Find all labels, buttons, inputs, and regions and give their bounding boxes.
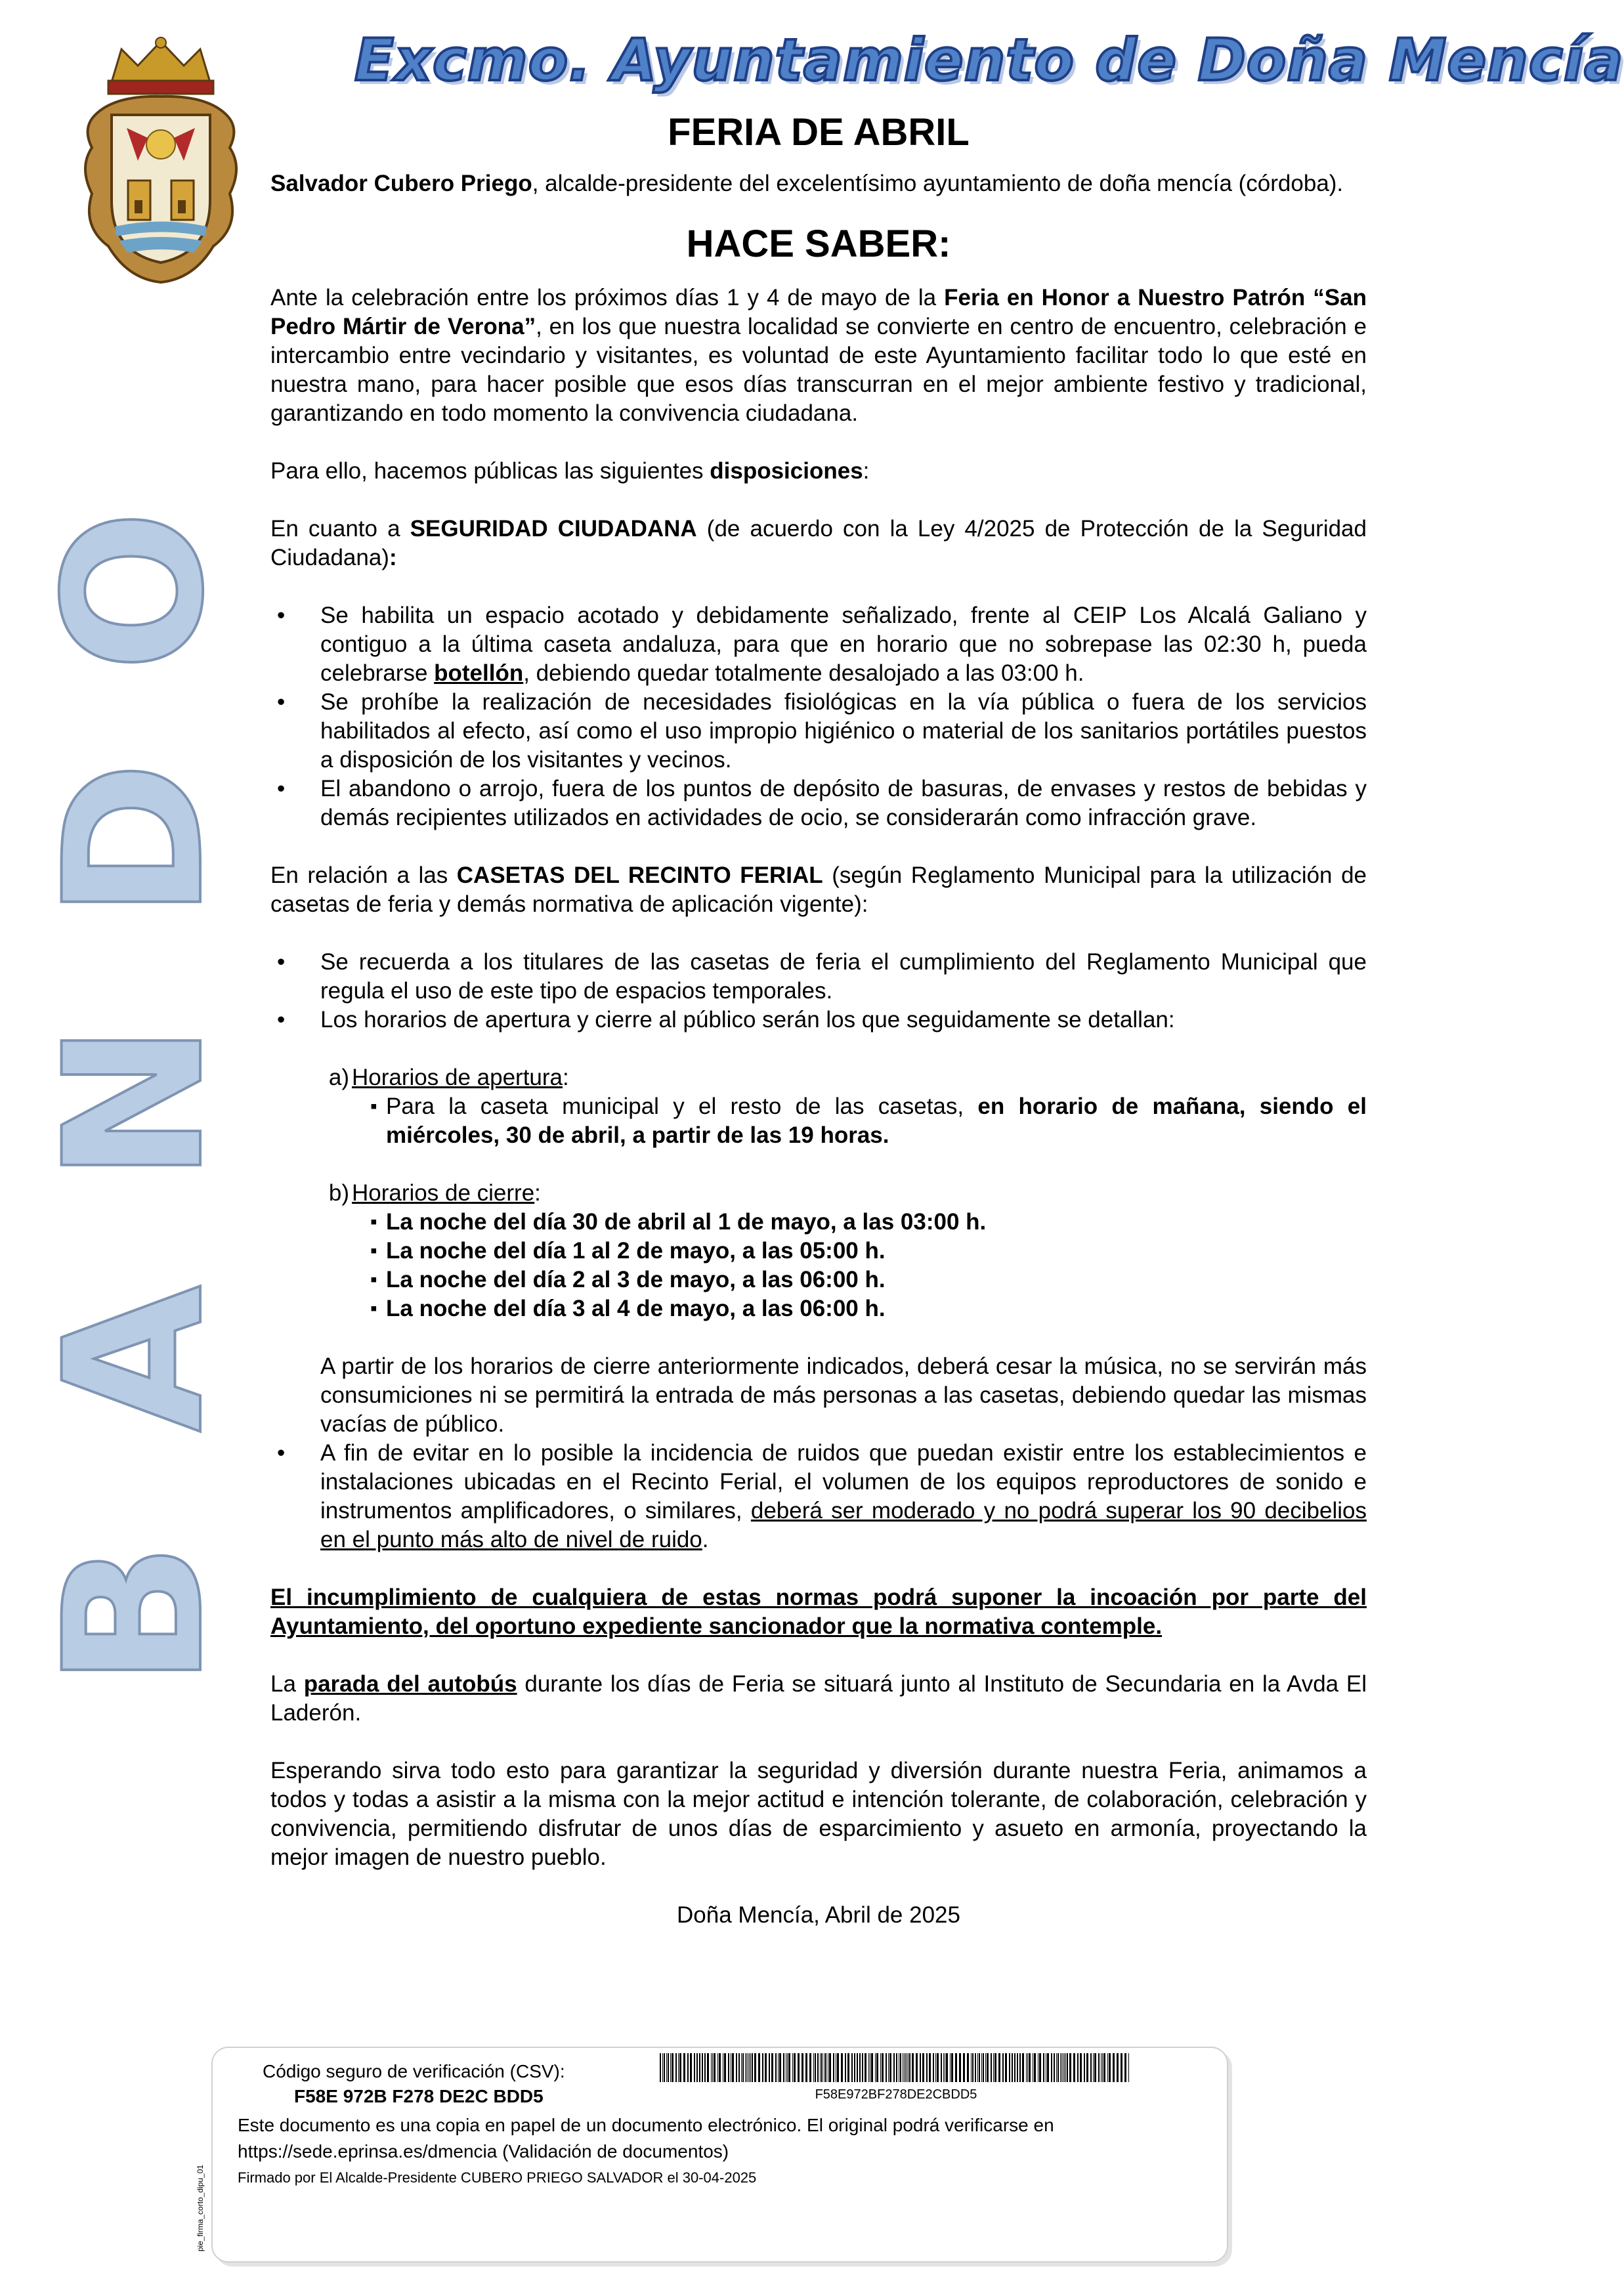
barcode-bar xyxy=(813,2053,814,2082)
barcode-bar xyxy=(904,2053,905,2082)
closing-paragraph: Esperando sirva todo esto para garantizar la seguridad y diversión durante nuestra Feria, animamos a todos y todas a asistir a la misma con la mejor actitud e intención tolerante, de colaboración, celebración y convivencia, permitiendo disfrutar de unos días de esparcimiento y asueto en armonía, proyectando la mejor imagen de nuestro pueblo. xyxy=(270,1758,1367,1870)
barcode-bar xyxy=(1002,2053,1004,2082)
barcode-bar xyxy=(792,2053,793,2082)
barcode-bar xyxy=(983,2053,984,2082)
barcode-bar xyxy=(1077,2053,1079,2082)
place-date: Doña Mencía, Abril de 2025 xyxy=(677,1902,960,1928)
barcode-bar xyxy=(859,2053,861,2082)
barcode-bar xyxy=(815,2053,816,2082)
barcode-bar xyxy=(820,2053,821,2082)
barcode-bar xyxy=(798,2053,800,2082)
barcode-bar xyxy=(1113,2053,1115,2082)
barcode-bar xyxy=(1090,2053,1092,2082)
barcode-image xyxy=(660,2053,1132,2082)
barcode-bar xyxy=(699,2053,700,2082)
cierre-list xyxy=(270,1208,1367,1323)
side-code: pie_firma_corto_dipu_01 xyxy=(196,2164,205,2251)
barcode-bar xyxy=(714,2053,716,2082)
seguridad-heading: SEGURIDAD CIUDADANA xyxy=(410,516,697,542)
autobus-paragraph xyxy=(270,1670,1367,1728)
bando-vertical-word xyxy=(24,453,246,1739)
barcode-bar xyxy=(920,2053,921,2082)
barcode-bar xyxy=(950,2053,951,2082)
ruidos-period: . xyxy=(702,1527,709,1552)
barcode-bar xyxy=(1124,2053,1126,2082)
barcode-bar xyxy=(837,2053,839,2082)
apertura-heading xyxy=(270,1063,1367,1092)
barcode-bar xyxy=(868,2053,869,2082)
barcode-bar xyxy=(1056,2053,1057,2082)
barcode-bar xyxy=(817,2053,819,2082)
autobus-text-a: La xyxy=(270,1671,304,1697)
barcode-bar xyxy=(668,2053,669,2082)
barcode-bar xyxy=(889,2053,891,2082)
apertura-text-a: Para la caseta municipal y el resto de las casetas, xyxy=(386,1094,978,1119)
barcode-bar xyxy=(778,2053,779,2082)
barcode-bar xyxy=(679,2053,681,2082)
incumplimiento-warning: El incumplimiento de cualquiera de estas normas podrá suponer la incoación por parte del Ayuntamiento, del oportuno expediente sancionador que la normativa contemple. xyxy=(270,1585,1367,1639)
city-hall-title: Excmo. Ayuntamiento de Doña Mencía xyxy=(354,26,1624,94)
barcode-bar xyxy=(1026,2053,1027,2082)
barcode-bar xyxy=(809,2053,811,2082)
barcode-bar xyxy=(724,2053,726,2082)
barcode-bar xyxy=(1060,2053,1061,2082)
barcode-bar xyxy=(687,2053,689,2082)
barcode-bar xyxy=(1065,2053,1066,2082)
barcode-bar xyxy=(900,2053,901,2082)
barcode-bar xyxy=(1107,2053,1108,2082)
barcode-bar xyxy=(821,2053,823,2082)
verification-note: Este documento es una copia en papel de un documento electrónico. El original podrá verificarse en https://sede.eprinsa.es/dmencia (Validación de documentos) xyxy=(238,2115,1054,2162)
barcode-bar xyxy=(875,2053,876,2082)
barcode-bar xyxy=(779,2053,781,2082)
barcode-bar xyxy=(704,2053,706,2082)
bando-letter-b: B xyxy=(24,1542,246,1688)
seguridad-text-c: (de acuerdo con la Ley 4/2025 de Protección de la Seguridad Ciudadana) xyxy=(270,516,1367,570)
barcode-bar xyxy=(912,2053,914,2082)
intro-text-c: , en los que nuestra localidad se convierte en centro de encuentro, celebración e intercambio entre vecindario y visitantes, es voluntad de este Ayuntamiento facilitar todo lo que esté en nuestra mano, para hacer posible que esos días transcurran en el mejor ambiente festivo y tradicional, garantizando en todo momento la convivencia ciudadana. xyxy=(270,314,1367,426)
barcode-bar xyxy=(967,2053,969,2082)
barcode-bar xyxy=(794,2053,796,2082)
casetas-text-c: (según Reglamento Municipal para la utilización de casetas de feria y demás normativa de aplicación vigente): xyxy=(270,863,1367,917)
casetas-heading: CASETAS DEL RECINTO FERIAL xyxy=(456,863,823,888)
barcode-bar xyxy=(762,2053,763,2082)
seguridad-colon: : xyxy=(389,545,397,570)
barcode-bar xyxy=(1109,2053,1111,2082)
seguridad-text-a: En cuanto a xyxy=(270,516,410,542)
barcode-bar xyxy=(707,2053,709,2082)
barcode-bar xyxy=(690,2053,692,2082)
autobus-text-c: durante los días de Feria se situará junto al Instituto de Secundaria en la Avda El Laderón. xyxy=(270,1671,1367,1726)
barcode-bar xyxy=(1061,2053,1062,2082)
barcode-bar xyxy=(769,2053,770,2082)
barcode-bar xyxy=(1117,2053,1119,2082)
barcode-bar xyxy=(771,2053,773,2082)
casetas-item-horarios: • Los horarios de apertura y cierre al público serán los que seguidamente se detallan: xyxy=(270,1006,1367,1034)
seguridad-intro xyxy=(270,515,1367,572)
autobus-stop: parada del autobús xyxy=(303,1671,517,1697)
barcode-bar xyxy=(981,2053,982,2082)
botellon-word: botellón xyxy=(434,660,524,686)
barcode-bar xyxy=(955,2053,957,2082)
barcode-bar xyxy=(909,2053,910,2082)
barcode-bar xyxy=(862,2053,863,2082)
barcode-bar xyxy=(805,2053,807,2082)
apertura-list xyxy=(270,1092,1367,1150)
apertura-colon: : xyxy=(563,1065,569,1090)
barcode-bar xyxy=(1103,2053,1105,2082)
document-body xyxy=(270,169,1367,1930)
barcode-bar xyxy=(876,2053,878,2082)
barcode-bar xyxy=(854,2053,855,2082)
disposiciones-word: disposiciones xyxy=(710,458,863,484)
barcode-bar xyxy=(1069,2053,1071,2082)
barcode-bar xyxy=(683,2053,685,2082)
cierre-note: A partir de los horarios de cierre anteriormente indicados, deberá cesar la música, no se servirán más consumiciones ni se permitirá la entrada de más personas a las casetas, debiendo quedar las mismas vacías de público. xyxy=(320,1353,1367,1437)
barcode-bar xyxy=(979,2053,980,2082)
barcode-bar xyxy=(749,2053,750,2082)
barcode-bar xyxy=(1009,2053,1010,2082)
document-title: FERIA DE ABRIL xyxy=(668,111,970,154)
barcode-bar xyxy=(971,2053,972,2082)
apertura-text-b: en horario de mañana, siendo el miércoles, 30 de abril, a partir de las 19 horas. xyxy=(386,1094,1367,1148)
barcode-bar xyxy=(758,2053,760,2082)
barcode-bar xyxy=(959,2053,961,2082)
coat-of-arms-logo xyxy=(75,36,246,286)
barcode-bar xyxy=(975,2053,976,2082)
ruidos-list xyxy=(270,1439,1367,1554)
mayor-name: Salvador Cubero Priego xyxy=(270,171,532,196)
barcode-bar xyxy=(998,2053,1000,2082)
botellon-text-c: , debiendo quedar totalmente desalojado a las 03:00 h. xyxy=(523,660,1084,686)
barcode-bar xyxy=(1039,2053,1041,2082)
barcode-bar xyxy=(880,2053,881,2082)
cierre-title: Horarios de cierre xyxy=(352,1180,535,1206)
casetas-list xyxy=(270,948,1367,1034)
barcode-bar xyxy=(916,2053,918,2082)
barcode-bar xyxy=(829,2053,831,2082)
barcode-bar xyxy=(741,2053,742,2082)
barcode-bar xyxy=(985,2053,986,2082)
barcode-bar xyxy=(717,2053,718,2082)
mayor-rest: , alcalde-presidente del excelentísimo ayuntamiento de doña mencía (córdoba). xyxy=(532,171,1344,196)
barcode-bar xyxy=(1058,2053,1059,2082)
barcode-bar xyxy=(963,2053,965,2082)
cierre-colon: : xyxy=(534,1180,541,1206)
barcode-bar xyxy=(672,2053,673,2082)
barcode-bar xyxy=(1080,2053,1082,2082)
barcode-bar xyxy=(775,2053,777,2082)
barcode-bar xyxy=(1098,2053,1100,2082)
barcode-bar xyxy=(946,2053,948,2082)
barcode-bar xyxy=(660,2053,661,2082)
barcode-bar xyxy=(675,2053,677,2082)
barcode-bar xyxy=(987,2053,989,2082)
barcode-bar xyxy=(702,2053,703,2082)
ruidos-item xyxy=(270,1439,1367,1554)
barcode-bar xyxy=(1086,2053,1088,2082)
barcode-bar xyxy=(977,2053,978,2082)
barcode-bar xyxy=(896,2053,897,2082)
ruidos-limit: deberá ser moderado y no podrá superar los 90 decibelios en el punto más alto de nivel de ruido xyxy=(320,1498,1367,1552)
barcode-bar xyxy=(732,2053,734,2082)
cierre-item: ▪ La noche del día 30 de abril al 1 de mayo, a las 03:00 h. xyxy=(370,1208,1367,1237)
barcode-bar xyxy=(1067,2053,1068,2082)
barcode-bar xyxy=(865,2053,866,2082)
cierre-label: b) xyxy=(328,1180,349,1206)
barcode-bar xyxy=(937,2053,939,2082)
barcode-bar xyxy=(783,2053,784,2082)
barcode-bar xyxy=(696,2053,698,2082)
barcode-bar xyxy=(746,2053,747,2082)
para-ello-colon: : xyxy=(863,458,870,484)
casetas-item-reglamento: • Se recuerda a los titulares de las casetas de feria el cumplimiento del Reglamento Municipal que regula el uso de este tipo de espacios temporales. xyxy=(270,948,1367,1006)
barcode-bar xyxy=(888,2053,889,2082)
barcode-bar xyxy=(1017,2053,1018,2082)
barcode-bar xyxy=(825,2053,826,2082)
apertura-label: a) xyxy=(328,1065,349,1090)
csv-code: F58E 972B F278 DE2C BDD5 xyxy=(294,2086,544,2106)
intro-paragraph xyxy=(270,284,1367,428)
barcode-bar xyxy=(666,2053,667,2082)
cierre-heading xyxy=(270,1179,1367,1208)
barcode-bar xyxy=(1012,2053,1013,2082)
barcode-bar xyxy=(871,2053,873,2082)
barcode-bar xyxy=(678,2053,679,2082)
barcode-bar xyxy=(926,2053,928,2082)
barcode-bar xyxy=(752,2053,753,2082)
barcode-bar xyxy=(833,2053,834,2082)
casetas-text-a: En relación a las xyxy=(270,863,457,888)
csv-label: Código seguro de verificación (CSV): xyxy=(263,2061,565,2081)
intro-feria-name: Feria en Honor a Nuestro Patrón “San Pedro Mártir de Verona” xyxy=(270,285,1367,339)
barcode-bar xyxy=(1128,2053,1129,2082)
barcode-bar xyxy=(929,2053,931,2082)
barcode-bar xyxy=(1034,2053,1036,2082)
barcode-bar xyxy=(845,2053,846,2082)
barcode-bar xyxy=(857,2053,858,2082)
barcode-bar xyxy=(1054,2053,1055,2082)
barcode-bar xyxy=(882,2053,884,2082)
bando-letter-a: A xyxy=(24,1285,246,1433)
barcode-bar xyxy=(1084,2053,1085,2082)
barcode-bar xyxy=(1073,2053,1075,2082)
barcode-bar xyxy=(728,2053,729,2082)
apertura-item xyxy=(370,1092,1367,1150)
barcode-text: F58E972BF278DE2CBDD5 xyxy=(815,2087,977,2102)
barcode-bar xyxy=(847,2053,849,2082)
barcode-bar xyxy=(742,2053,744,2082)
barcode-bar xyxy=(788,2053,790,2082)
barcode-bar xyxy=(933,2053,934,2082)
barcode-bar xyxy=(1064,2053,1065,2082)
barcode-bar xyxy=(670,2053,671,2082)
barcode-bar xyxy=(991,2053,992,2082)
barcode-bar xyxy=(1005,2053,1007,2082)
barcode-bar xyxy=(941,2053,942,2082)
barcode-bar xyxy=(943,2053,944,2082)
bando-letter-o: O xyxy=(24,509,246,672)
barcode-bar xyxy=(886,2053,887,2082)
barcode-bar xyxy=(754,2053,756,2082)
barcode-bar xyxy=(1093,2053,1094,2082)
barcode-bar xyxy=(801,2053,803,2082)
barcode-bar xyxy=(664,2053,665,2082)
casetas-intro xyxy=(270,861,1367,919)
barcode-bar xyxy=(711,2053,712,2082)
barcode-bar xyxy=(1094,2053,1096,2082)
cierre-item: ▪ La noche del día 3 al 4 de mayo, a las 06:00 h. xyxy=(370,1294,1367,1323)
barcode-bar xyxy=(935,2053,936,2082)
barcode-bar xyxy=(719,2053,721,2082)
barcode-bar xyxy=(787,2053,788,2082)
intro-text-a: Ante la celebración entre los próximos días 1 y 4 de mayo de la xyxy=(270,285,945,310)
ruidos-text-a: A fin de evitar en lo posible la incidencia de ruidos que puedan existir entre los establecimientos e instalaciones ubicadas en el Recinto Ferial, el volumen de los equipos reproductores de sonido e instrumentos amplificadores, o similares, xyxy=(320,1440,1367,1523)
barcode-bar xyxy=(712,2053,713,2082)
barcode-bar xyxy=(750,2053,751,2082)
barcode-bar xyxy=(736,2053,737,2082)
disposiciones-paragraph xyxy=(270,457,1367,486)
barcode-bar xyxy=(738,2053,740,2082)
barcode-bar xyxy=(893,2053,895,2082)
barcode-bar xyxy=(694,2053,695,2082)
seguridad-item-botellon xyxy=(270,601,1367,688)
barcode-bar xyxy=(1027,2053,1028,2082)
signature-line: Firmado por El Alcalde-Presidente CUBERO PRIEGO SALVADOR el 30-04-2025 xyxy=(238,2169,757,2186)
barcode-bar xyxy=(745,2053,746,2082)
seguridad-list xyxy=(270,601,1367,832)
hace-saber-heading: HACE SABER: xyxy=(686,223,951,265)
barcode-bar xyxy=(905,2053,906,2082)
barcode-bar xyxy=(841,2053,843,2082)
barcode-bar xyxy=(1121,2053,1122,2082)
barcode-bar xyxy=(1014,2053,1015,2082)
para-ello-text: Para ello, hacemos públicas las siguientes xyxy=(270,458,710,484)
barcode-bar xyxy=(1102,2053,1103,2082)
barcode-bar xyxy=(972,2053,973,2082)
barcode-bar xyxy=(765,2053,767,2082)
cierre-item: ▪ La noche del día 2 al 3 de mayo, a las 06:00 h. xyxy=(370,1266,1367,1294)
apertura-title: Horarios de apertura xyxy=(352,1065,563,1090)
barcode-bar xyxy=(951,2053,953,2082)
bando-letter-d: D xyxy=(24,761,246,920)
barcode-bar xyxy=(1019,2053,1021,2082)
barcode-bar xyxy=(1022,2053,1024,2082)
barcode-bar xyxy=(851,2053,853,2082)
barcode-bar xyxy=(1029,2053,1031,2082)
barcode-bar xyxy=(922,2053,924,2082)
seguridad-item-abandono: • El abandono o arrojo, fuera de los puntos de depósito de basuras, de envases y restos de bebidas y demás recipientes utilizados en actividades de ocio, se considerarán como infracción grave. xyxy=(270,775,1367,832)
barcode-bar xyxy=(1051,2053,1052,2082)
bando-letter-n: N xyxy=(24,1023,246,1183)
cierre-item: ▪ La noche del día 1 al 2 de mayo, a las 05:00 h. xyxy=(370,1237,1367,1266)
barcode-bar xyxy=(662,2053,663,2082)
barcode-bar xyxy=(1047,2053,1049,2082)
barcode-bar xyxy=(994,2053,996,2082)
mayor-paragraph xyxy=(270,169,1367,198)
barcode-bar xyxy=(993,2053,994,2082)
barcode-bar xyxy=(1043,2053,1044,2082)
botellon-text-a: Se habilita un espacio acotado y debidamente señalizado, frente al CEIP Los Alcalá Galiano y contiguo a la última caseta andaluza, para que en horario que no sobrepase las 02:30 h, pueda celebrarse xyxy=(320,603,1367,686)
seguridad-item-fisiologicas: • Se prohíbe la realización de necesidades fisiológicas en la vía pública o fuera de los servicios habilitados al efecto, así como el uso impropio higiénico o material de los sanitarios portátiles puestos a disposición de los visitantes y vecinos. xyxy=(270,688,1367,775)
